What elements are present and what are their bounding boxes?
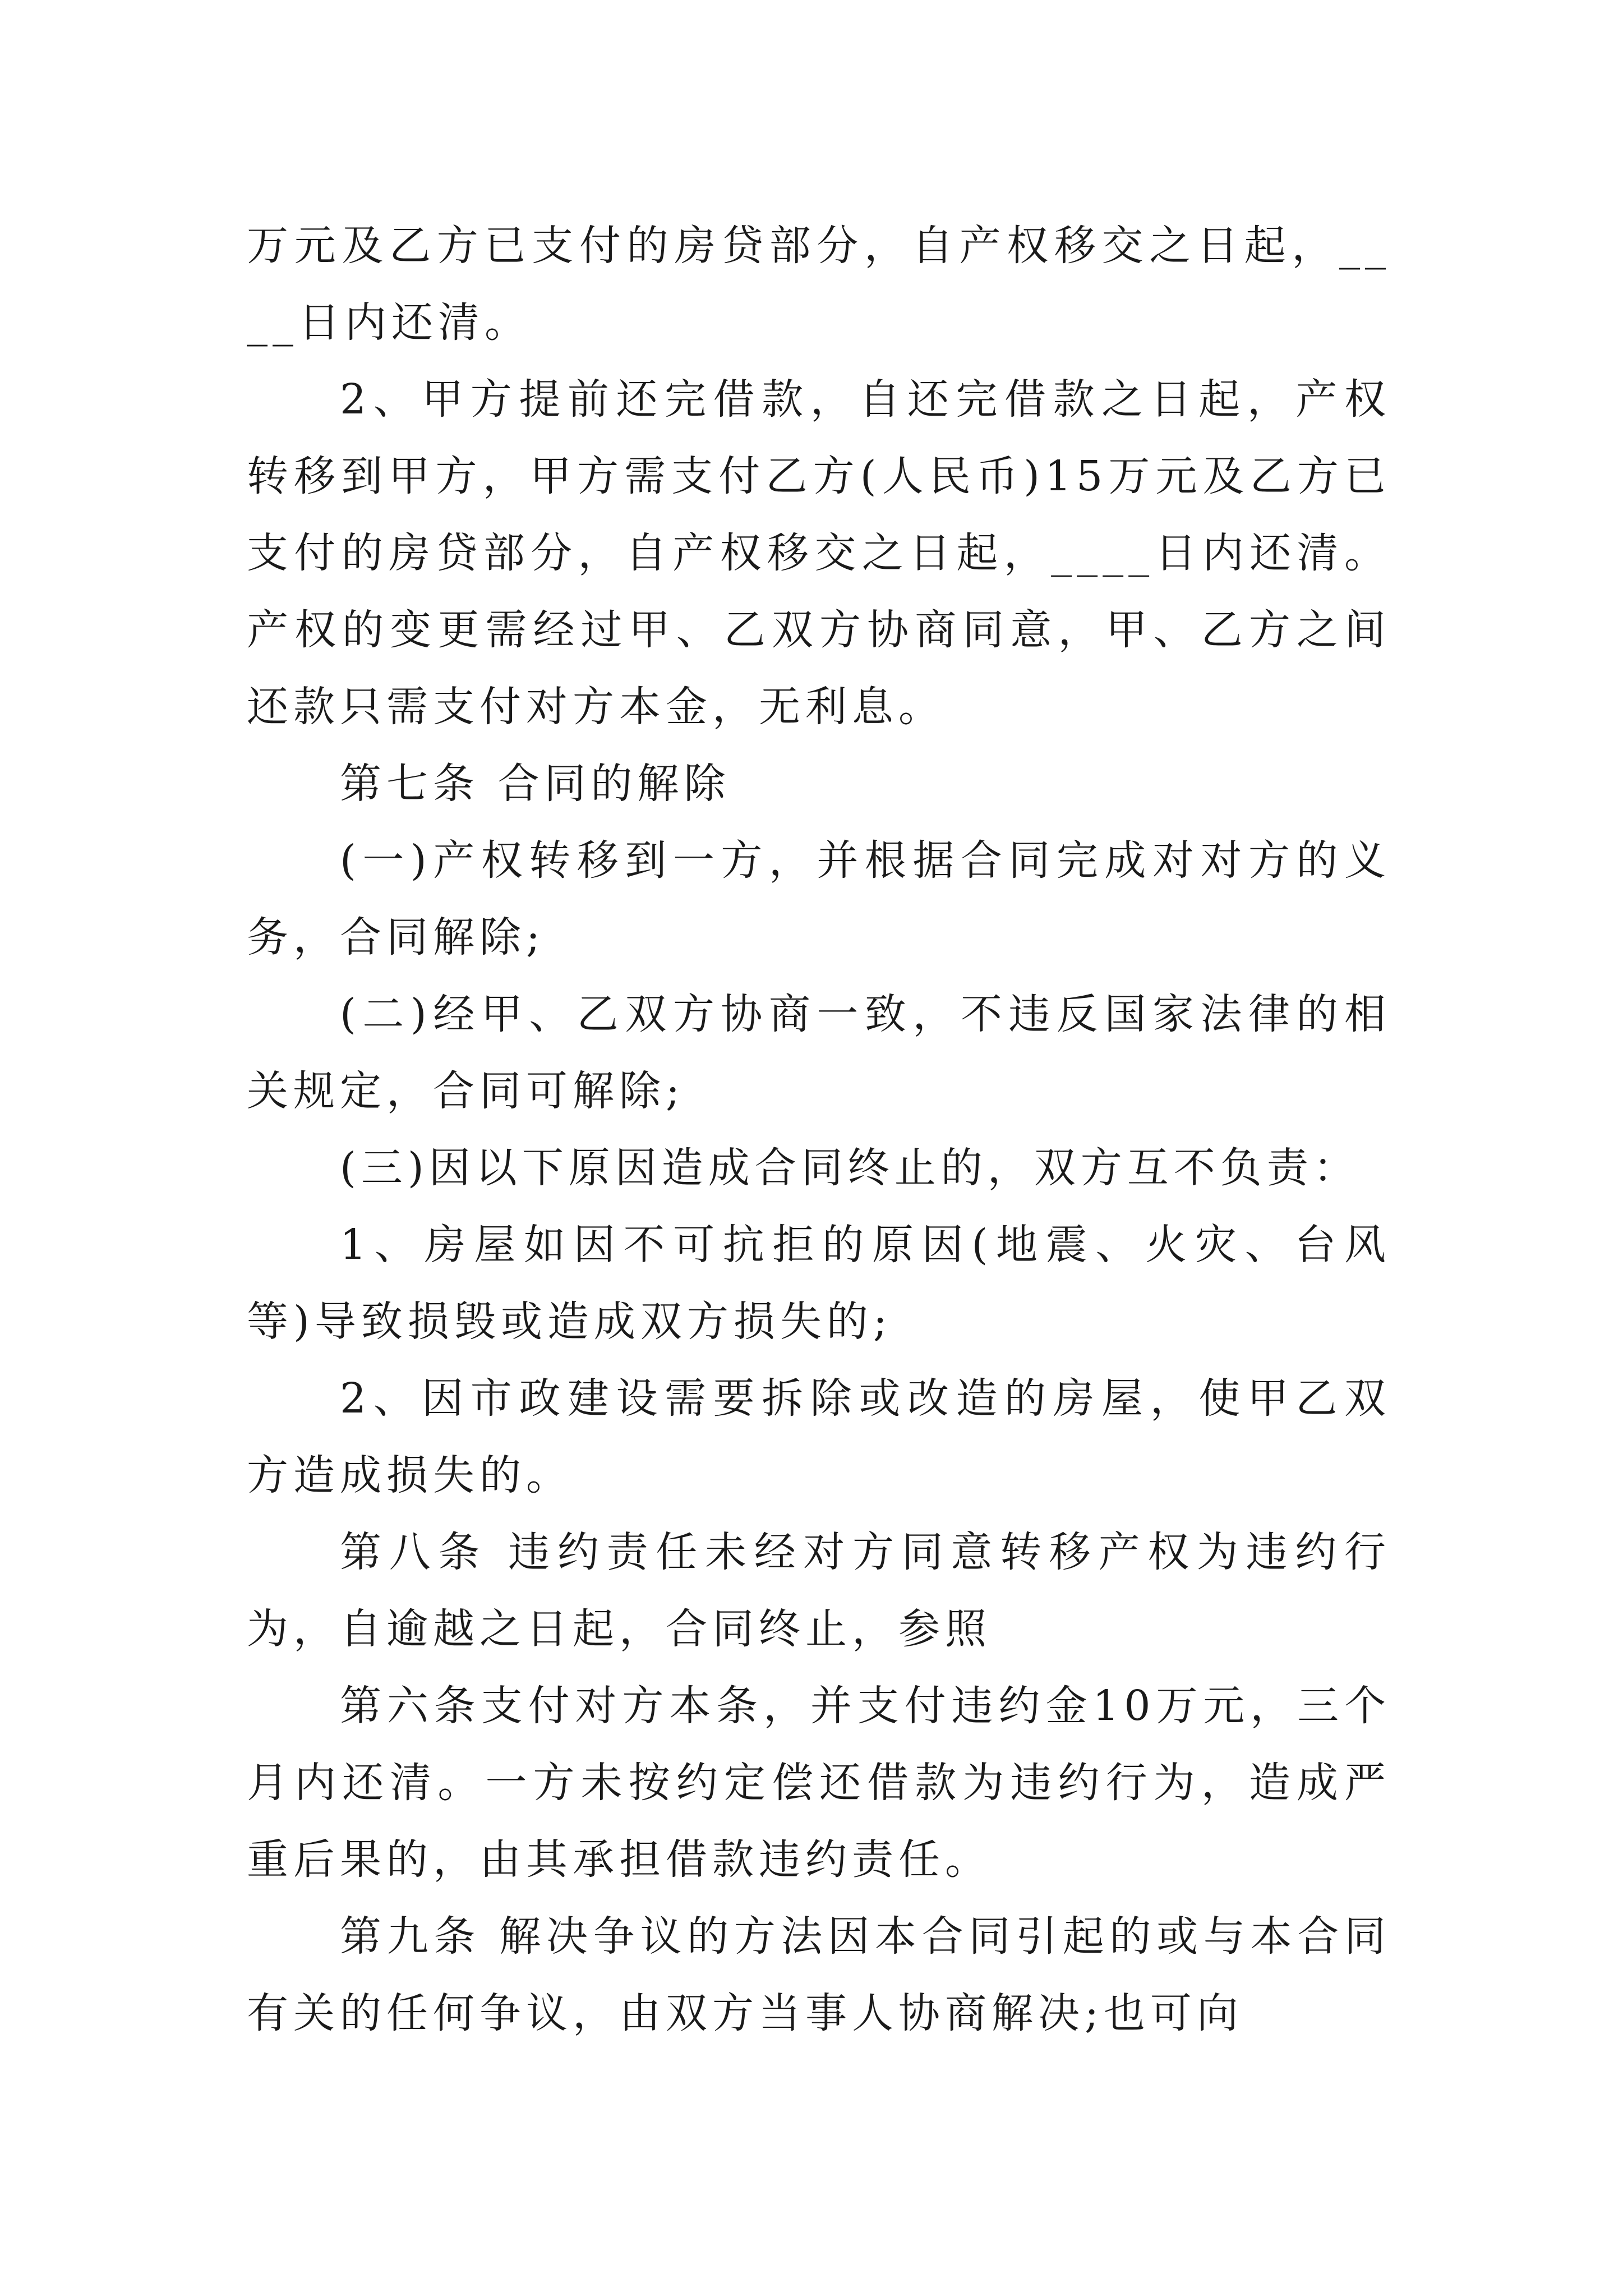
paragraph-article-7-sub-2: 2、因市政建设需要拆除或改造的房屋，使甲乙双方造成损失的。 bbox=[247, 1374, 1391, 1499]
heading-article-7: 第七条 合同的解除 bbox=[340, 760, 731, 808]
paragraph-article-7-item-1: (一)产权转移到一方，并根据合同完成对对方的义务，合同解除; bbox=[247, 836, 1391, 961]
paragraph-article-8: 第八条 违约责任未经对方同意转移产权为违约行为，自逾越之日起，合同终止，参照 bbox=[247, 1528, 1391, 1653]
paragraph-article-8-cont: 第六条支付对方本条，并支付违约金10万元，三个月内还清。一方未按约定偿还借款为违约行为，造成严重后果的，由其承担借款违约责任。 bbox=[247, 1682, 1391, 1884]
paragraph-continuation: 万元及乙方已支付的房贷部分，自产权移交之日起，____日内还清。 bbox=[247, 222, 1391, 347]
paragraph-clause-6-item-2: 2、甲方提前还完借款，自还完借款之日起，产权转移到甲方，甲方需支付乙方(人民币)15万元及乙方已支付的房贷部分，自产权移交之日起，____日内还清。产权的变更需经过甲、乙双方协商同意，甲、乙方之间还款只需支付对方本金，无利息。 bbox=[247, 375, 1391, 731]
paragraph-article-7-item-2: (二)经甲、乙双方协商一致，不违反国家法律的相关规定，合同可解除; bbox=[247, 990, 1391, 1115]
paragraph-article-7-item-3: (三)因以下原因造成合同终止的，双方互不负责： bbox=[340, 1144, 1360, 1192]
paragraph-article-7-sub-1: 1、房屋如因不可抗拒的原因(地震、火灾、台风等)导致损毁或造成双方损失的; bbox=[247, 1221, 1391, 1346]
paragraph-article-9: 第九条 解决争议的方法因本合同引起的或与本合同有关的任何争议，由双方当事人协商解决;也可向 bbox=[247, 1912, 1391, 2037]
document-body bbox=[247, 208, 1391, 2052]
